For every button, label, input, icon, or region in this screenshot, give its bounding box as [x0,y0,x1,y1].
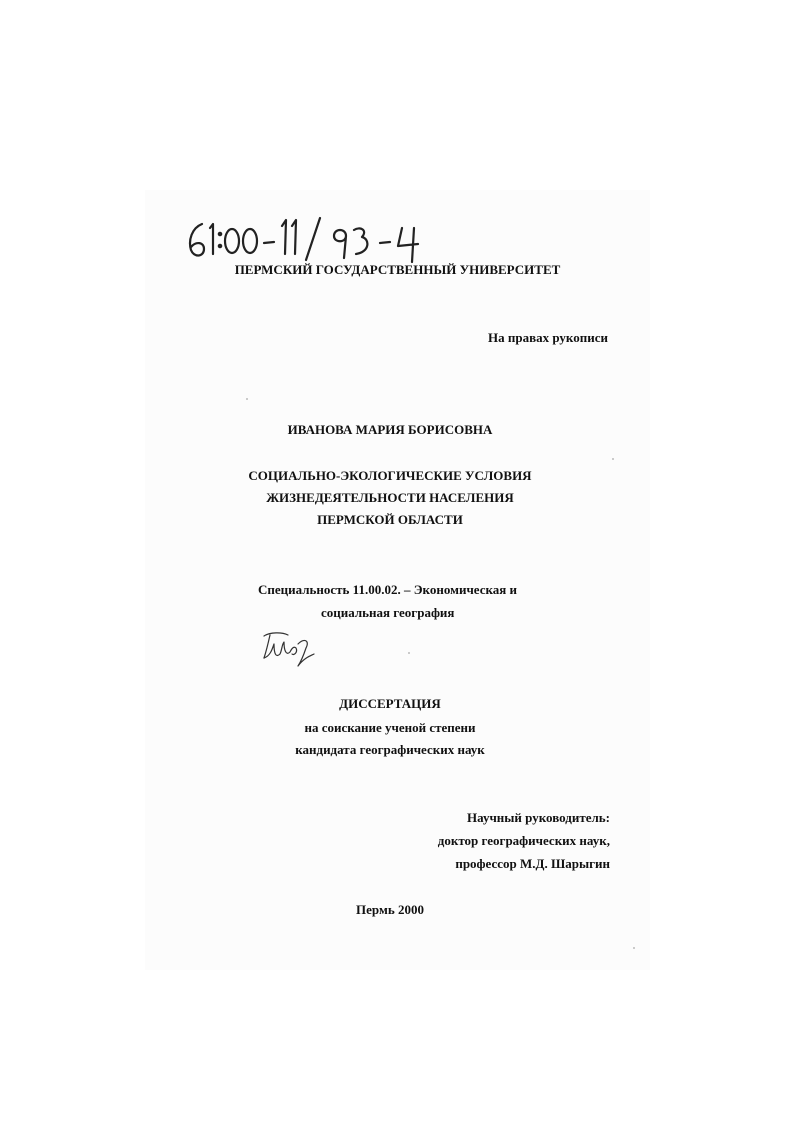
dissertation-heading: ДИССЕРТАЦИЯ [339,696,441,711]
scan-speck [246,398,248,400]
handwritten-archive-code [182,210,442,266]
dissertation-line: кандидата географических наук [295,742,485,757]
scan-speck [612,458,614,460]
city-year: Пермь 2000 [356,902,424,917]
supervisor-label: Научный руководитель: [467,810,610,825]
title-line: ПЕРМСКОЙ ОБЛАСТИ [317,512,463,527]
supervisor-degree: доктор географических наук, [437,833,610,848]
manuscript-rights-note: На правах рукописи [488,330,608,345]
supervisor-name: профессор М.Д. Шарыгин [455,856,610,871]
signature [258,628,318,670]
author-name: ИВАНОВА МАРИЯ БОРИСОВНА [287,422,493,437]
specialty-line: Специальность 11.00.02. – Экономическая и [258,582,518,597]
specialty-line: социальная география [321,605,455,620]
university-name: ПЕРМСКИЙ ГОСУДАРСТВЕННЫЙ УНИВЕРСИТЕТ [234,262,561,277]
scan-speck [633,947,635,949]
scan-speck [408,652,410,654]
scanned-sheet [145,190,650,970]
title-line: ЖИЗНЕДЕЯТЕЛЬНОСТИ НАСЕЛЕНИЯ [266,490,514,505]
title-line: СОЦИАЛЬНО-ЭКОЛОГИЧЕСКИЕ УСЛОВИЯ [248,468,532,483]
dissertation-line: на соискание ученой степени [304,720,476,735]
